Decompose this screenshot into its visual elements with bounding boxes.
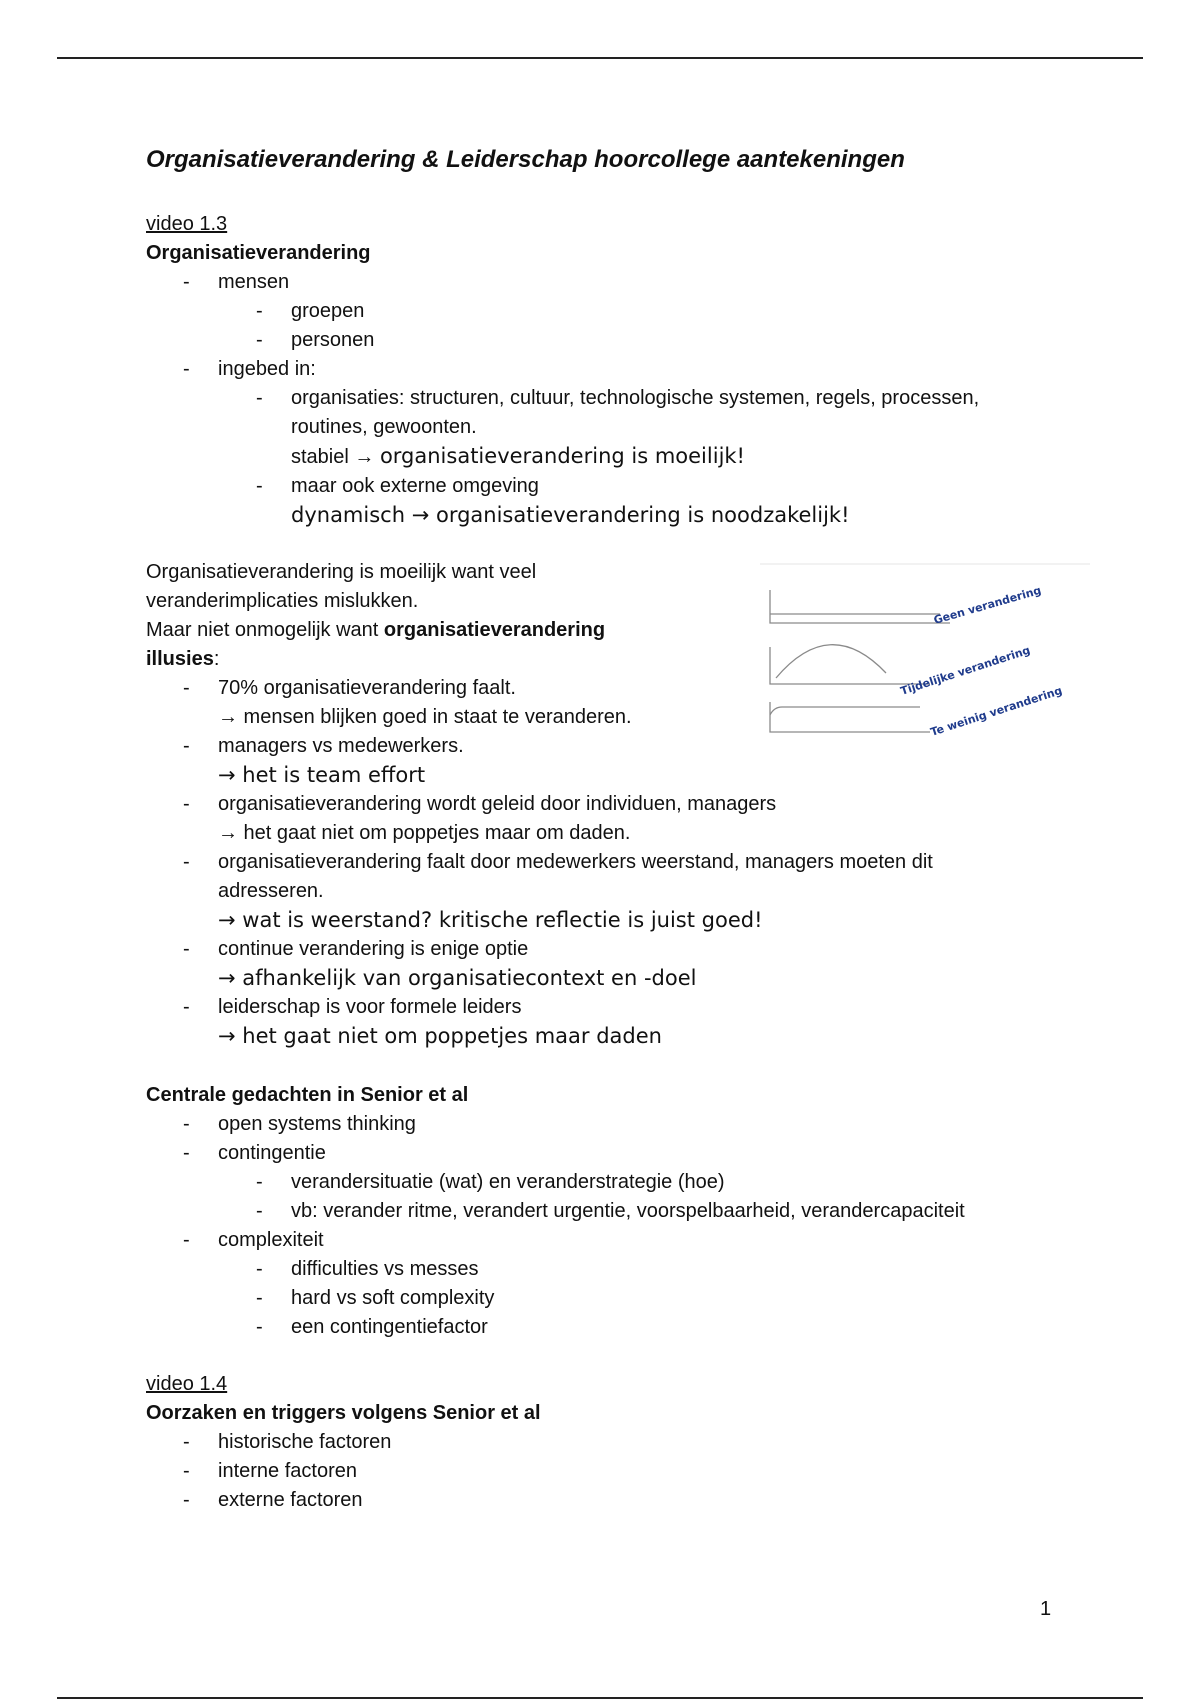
list-item: - personen bbox=[146, 326, 1076, 355]
list-item-continuation: adresseren. bbox=[218, 880, 324, 902]
section-heading-centrale-gedachten: Centrale gedachten in Senior et al bbox=[146, 1084, 469, 1106]
list-item: - ingebed in: bbox=[146, 355, 1076, 384]
list-item: - organisatieverandering wordt geleid door individuen, managers bbox=[146, 790, 1076, 819]
list-item: - maar ook externe omgeving bbox=[146, 472, 1076, 501]
intro-line bbox=[146, 645, 706, 674]
list-item: - interne factoren bbox=[146, 1457, 1076, 1486]
label-geen-verandering: Geen verandering bbox=[932, 583, 1043, 627]
intro-text: : bbox=[213, 648, 220, 670]
document-title: Organisatieverandering & Leiderschap hoorcollege aantekeningen bbox=[146, 146, 905, 173]
list-item-continuation: routines, gewoonten. bbox=[291, 416, 477, 438]
note-prefix: stabiel → bbox=[291, 446, 380, 468]
intro-text: Maar niet onmogelijk want bbox=[146, 619, 384, 641]
intro-line: Organisatieverandering is moeilijk want veel bbox=[146, 561, 537, 583]
axis-tijdelijk bbox=[770, 647, 930, 684]
section-heading-oorzaken-triggers: Oorzaken en triggers volgens Senior et al bbox=[146, 1402, 541, 1424]
list-item-note: → afhankelijk van organisatiecontext en -doel bbox=[218, 966, 697, 990]
list-item: - organisatieverandering faalt door medewerkers weerstand, managers moeten dit bbox=[146, 848, 1076, 877]
line-weinig bbox=[770, 707, 920, 715]
list-item: - vb: verander ritme, verandert urgentie, voorspelbaarheid, verandercapaciteit bbox=[146, 1197, 1076, 1226]
axis-geen bbox=[770, 590, 950, 623]
list-item: - historische factoren bbox=[146, 1428, 1076, 1457]
list-item: - hard vs soft complexity bbox=[146, 1284, 1076, 1313]
list-item: - een contingentiefactor bbox=[146, 1313, 1076, 1342]
intro-bold: organisatieverandering bbox=[383, 619, 606, 641]
label-te-weinig-verandering: Te weinig verandering bbox=[928, 683, 1064, 739]
video-label-1-3: video 1.3 bbox=[146, 213, 228, 235]
list-item: - organisaties: structuren, cultuur, technologische systemen, regels, processen, bbox=[146, 384, 1076, 413]
page-number: 1 bbox=[1040, 1598, 1052, 1620]
intro-bold: illusies bbox=[146, 648, 214, 670]
list-item: - complexiteit bbox=[146, 1226, 1076, 1255]
list-item: - difficulties vs messes bbox=[146, 1255, 1076, 1284]
video-label-1-4: video 1.4 bbox=[146, 1373, 228, 1395]
document-body bbox=[146, 210, 1076, 1515]
list-item-note: → het gaat niet om poppetjes maar om daden. bbox=[218, 822, 631, 844]
intro-line: veranderimplicaties mislukken. bbox=[146, 590, 419, 612]
list-item-note: dynamisch → organisatieverandering is noodzakelijk! bbox=[291, 503, 850, 527]
list-item: - contingentie bbox=[146, 1139, 1076, 1168]
section-heading-organisatieverandering: Organisatieverandering bbox=[146, 242, 371, 264]
top-rule bbox=[57, 57, 1143, 59]
list-item-note: → mensen blijken goed in staat te veranderen. bbox=[218, 706, 632, 728]
list-item: - externe factoren bbox=[146, 1486, 1076, 1515]
label-tijdelijke-verandering: Tijdelijke verandering bbox=[898, 643, 1032, 698]
list-item-note: → het gaat niet om poppetjes maar daden bbox=[218, 1024, 662, 1048]
list-item: - continue verandering is enige optie bbox=[146, 935, 1076, 964]
list-item-note bbox=[146, 442, 1076, 472]
curve-tijdelijk bbox=[776, 645, 886, 678]
list-item-note: → het is team effort bbox=[218, 763, 426, 787]
intro-line bbox=[146, 616, 706, 645]
list-item: - groepen bbox=[146, 297, 1076, 326]
note-emphasis: organisatieverandering is moeilijk! bbox=[379, 444, 745, 468]
change-patterns-figure bbox=[760, 562, 1090, 747]
list-item: - leiderschap is voor formele leiders bbox=[146, 993, 1076, 1022]
list-item: - open systems thinking bbox=[146, 1110, 1076, 1139]
list-item: - managers vs medewerkers. bbox=[146, 732, 1076, 761]
list-item: - verandersituatie (wat) en veranderstrategie (hoe) bbox=[146, 1168, 1076, 1197]
bottom-rule bbox=[57, 1697, 1143, 1699]
list-item: - 70% organisatieverandering faalt. bbox=[146, 674, 1076, 703]
list-item-note: → wat is weerstand? kritische reflectie is juist goed! bbox=[218, 908, 763, 932]
list-item: - mensen bbox=[146, 268, 1076, 297]
